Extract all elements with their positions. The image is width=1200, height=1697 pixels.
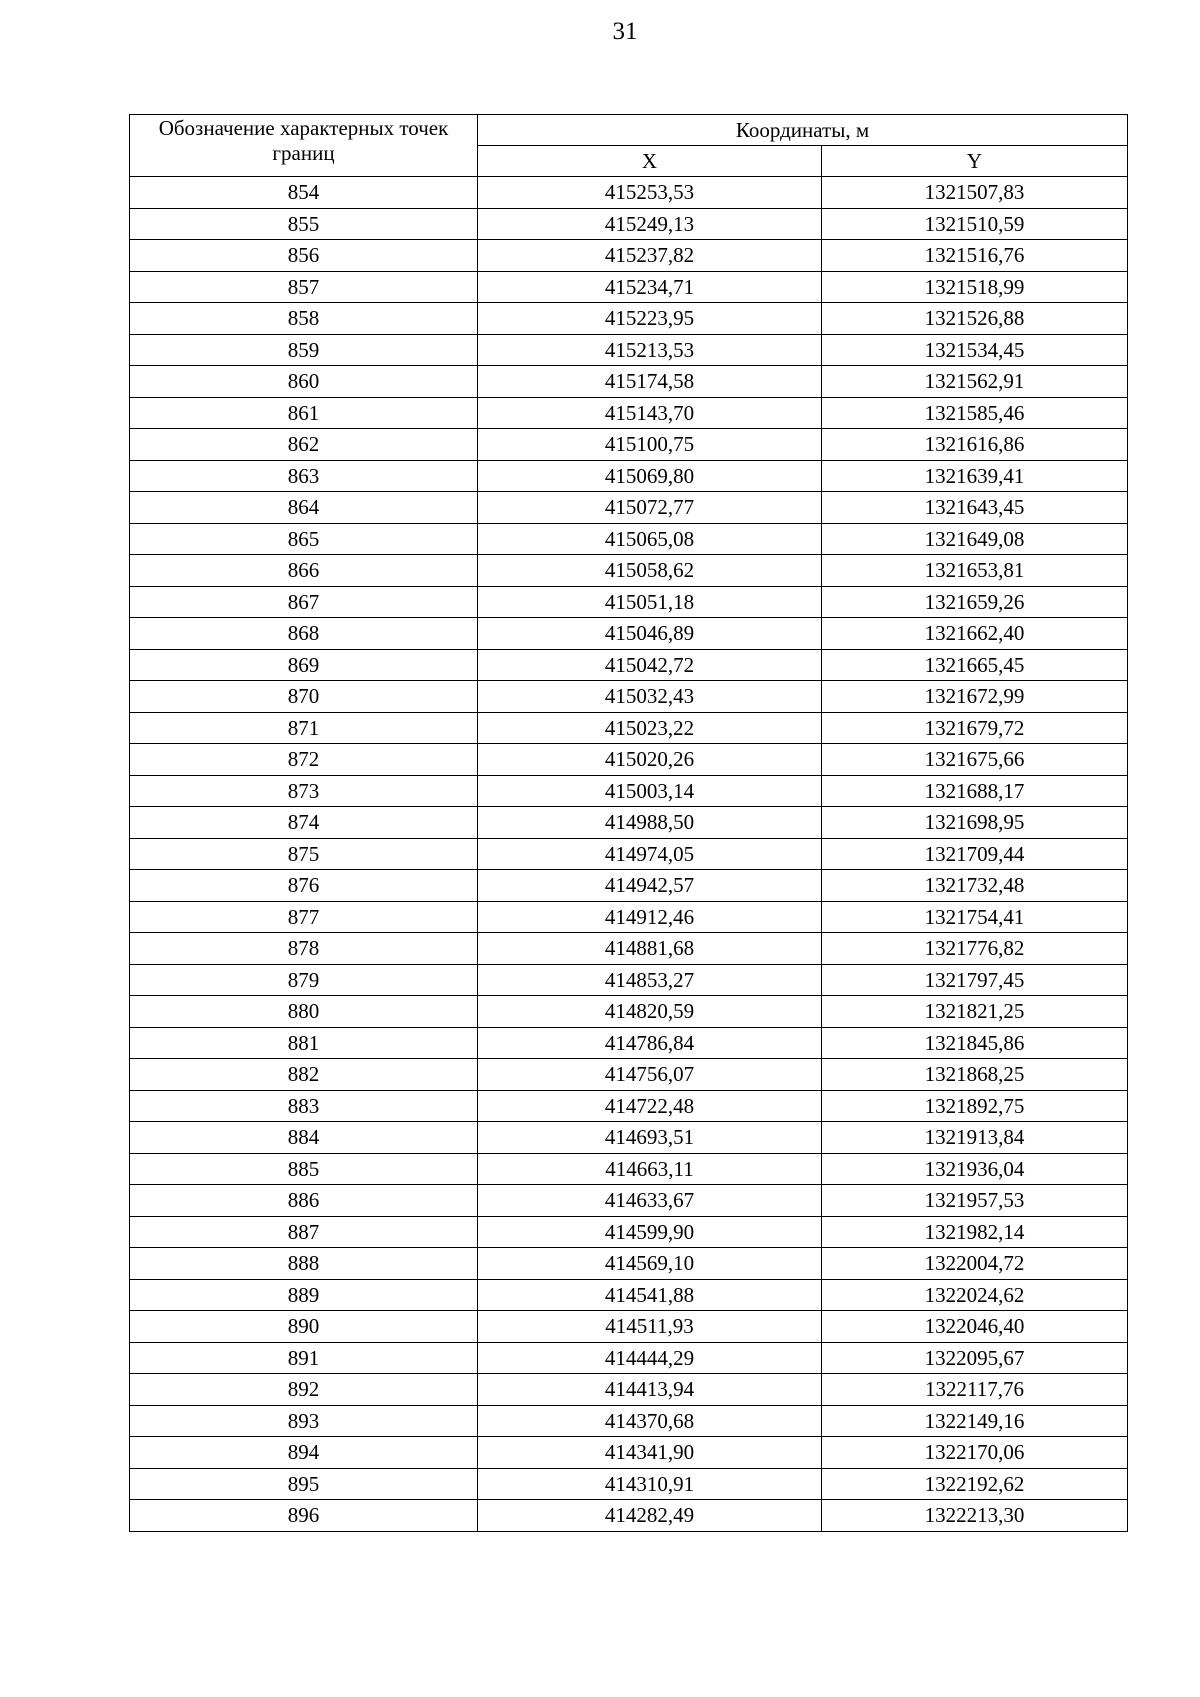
table-row xyxy=(130,1122,1128,1154)
table-row xyxy=(130,366,1128,398)
y-cell: 1322046,40 xyxy=(822,1311,1128,1343)
point-cell: 895 xyxy=(130,1468,478,1500)
y-cell: 1321913,84 xyxy=(822,1122,1128,1154)
table-row xyxy=(130,618,1128,650)
point-cell: 885 xyxy=(130,1153,478,1185)
table-row xyxy=(130,1374,1128,1406)
y-cell: 1321845,86 xyxy=(822,1027,1128,1059)
point-cell: 860 xyxy=(130,366,478,398)
x-cell: 414511,93 xyxy=(478,1311,822,1343)
point-cell: 862 xyxy=(130,429,478,461)
table-row xyxy=(130,1311,1128,1343)
table-row xyxy=(130,712,1128,744)
point-cell: 868 xyxy=(130,618,478,650)
y-cell: 1321616,86 xyxy=(822,429,1128,461)
x-cell: 415253,53 xyxy=(478,177,822,209)
x-cell: 414912,46 xyxy=(478,901,822,933)
point-cell: 871 xyxy=(130,712,478,744)
point-cell: 859 xyxy=(130,334,478,366)
x-cell: 415023,22 xyxy=(478,712,822,744)
point-cell: 877 xyxy=(130,901,478,933)
x-cell: 415065,08 xyxy=(478,523,822,555)
y-cell: 1321516,76 xyxy=(822,240,1128,272)
table-row xyxy=(130,208,1128,240)
table-row xyxy=(130,870,1128,902)
table-row xyxy=(130,1090,1128,1122)
x-cell: 415042,72 xyxy=(478,649,822,681)
table-row xyxy=(130,492,1128,524)
y-cell: 1321659,26 xyxy=(822,586,1128,618)
x-cell: 415051,18 xyxy=(478,586,822,618)
table-row xyxy=(130,177,1128,209)
point-cell: 880 xyxy=(130,996,478,1028)
designation-header: Обозначение характерных точек границ xyxy=(130,115,478,177)
point-cell: 856 xyxy=(130,240,478,272)
point-cell: 881 xyxy=(130,1027,478,1059)
table-row xyxy=(130,303,1128,335)
y-cell: 1321507,83 xyxy=(822,177,1128,209)
x-cell: 414282,49 xyxy=(478,1500,822,1532)
y-cell: 1321510,59 xyxy=(822,208,1128,240)
table-row xyxy=(130,775,1128,807)
table-row xyxy=(130,901,1128,933)
point-cell: 869 xyxy=(130,649,478,681)
y-cell: 1321649,08 xyxy=(822,523,1128,555)
y-cell: 1321518,99 xyxy=(822,271,1128,303)
x-cell: 415069,80 xyxy=(478,460,822,492)
x-cell: 414988,50 xyxy=(478,807,822,839)
point-cell: 861 xyxy=(130,397,478,429)
x-cell: 415100,75 xyxy=(478,429,822,461)
x-cell: 414786,84 xyxy=(478,1027,822,1059)
point-cell: 867 xyxy=(130,586,478,618)
table-row xyxy=(130,1185,1128,1217)
y-cell: 1322024,62 xyxy=(822,1279,1128,1311)
point-cell: 864 xyxy=(130,492,478,524)
point-cell: 873 xyxy=(130,775,478,807)
point-cell: 857 xyxy=(130,271,478,303)
y-cell: 1321776,82 xyxy=(822,933,1128,965)
point-cell: 863 xyxy=(130,460,478,492)
y-cell: 1321936,04 xyxy=(822,1153,1128,1185)
x-cell: 414599,90 xyxy=(478,1216,822,1248)
table-row xyxy=(130,523,1128,555)
point-cell: 872 xyxy=(130,744,478,776)
x-cell: 415223,95 xyxy=(478,303,822,335)
x-cell: 414974,05 xyxy=(478,838,822,870)
y-cell: 1321639,41 xyxy=(822,460,1128,492)
table-row xyxy=(130,334,1128,366)
y-cell: 1321957,53 xyxy=(822,1185,1128,1217)
x-header: X xyxy=(478,146,822,177)
point-cell: 858 xyxy=(130,303,478,335)
table-row xyxy=(130,1027,1128,1059)
y-cell: 1321653,81 xyxy=(822,555,1128,587)
coordinates-header: Координаты, м xyxy=(478,115,1128,146)
x-cell: 414853,27 xyxy=(478,964,822,996)
table-row xyxy=(130,681,1128,713)
x-cell: 414444,29 xyxy=(478,1342,822,1374)
table-row xyxy=(130,397,1128,429)
y-cell: 1321821,25 xyxy=(822,996,1128,1028)
y-cell: 1321679,72 xyxy=(822,712,1128,744)
table-row xyxy=(130,807,1128,839)
point-cell: 874 xyxy=(130,807,478,839)
point-cell: 876 xyxy=(130,870,478,902)
point-cell: 890 xyxy=(130,1311,478,1343)
table-row xyxy=(130,271,1128,303)
y-cell: 1322170,06 xyxy=(822,1437,1128,1469)
table-row xyxy=(130,1342,1128,1374)
y-cell: 1321709,44 xyxy=(822,838,1128,870)
x-cell: 415174,58 xyxy=(478,366,822,398)
y-cell: 1321698,95 xyxy=(822,807,1128,839)
y-cell: 1322117,76 xyxy=(822,1374,1128,1406)
point-cell: 888 xyxy=(130,1248,478,1280)
y-cell: 1321662,40 xyxy=(822,618,1128,650)
y-cell: 1321688,17 xyxy=(822,775,1128,807)
table-row xyxy=(130,1248,1128,1280)
table-row xyxy=(130,429,1128,461)
coordinates-table xyxy=(129,114,1128,1532)
x-cell: 415020,26 xyxy=(478,744,822,776)
x-cell: 414541,88 xyxy=(478,1279,822,1311)
point-cell: 875 xyxy=(130,838,478,870)
y-cell: 1321672,99 xyxy=(822,681,1128,713)
y-cell: 1321797,45 xyxy=(822,964,1128,996)
x-cell: 414942,57 xyxy=(478,870,822,902)
point-cell: 866 xyxy=(130,555,478,587)
point-cell: 887 xyxy=(130,1216,478,1248)
y-cell: 1321732,48 xyxy=(822,870,1128,902)
x-cell: 414820,59 xyxy=(478,996,822,1028)
table-row xyxy=(130,964,1128,996)
point-cell: 882 xyxy=(130,1059,478,1091)
table-row xyxy=(130,1153,1128,1185)
table-row xyxy=(130,933,1128,965)
y-header: Y xyxy=(822,146,1128,177)
point-cell: 891 xyxy=(130,1342,478,1374)
table-row xyxy=(130,649,1128,681)
table-row xyxy=(130,460,1128,492)
table-row xyxy=(130,555,1128,587)
table-row xyxy=(130,1216,1128,1248)
point-cell: 854 xyxy=(130,177,478,209)
x-cell: 415003,14 xyxy=(478,775,822,807)
y-cell: 1322149,16 xyxy=(822,1405,1128,1437)
x-cell: 414413,94 xyxy=(478,1374,822,1406)
y-cell: 1321675,66 xyxy=(822,744,1128,776)
y-cell: 1322213,30 xyxy=(822,1500,1128,1532)
x-cell: 414756,07 xyxy=(478,1059,822,1091)
y-cell: 1321665,45 xyxy=(822,649,1128,681)
point-cell: 889 xyxy=(130,1279,478,1311)
x-cell: 415032,43 xyxy=(478,681,822,713)
point-cell: 894 xyxy=(130,1437,478,1469)
y-cell: 1321562,91 xyxy=(822,366,1128,398)
y-cell: 1322192,62 xyxy=(822,1468,1128,1500)
table-row xyxy=(130,586,1128,618)
x-cell: 415234,71 xyxy=(478,271,822,303)
table-row xyxy=(130,240,1128,272)
x-cell: 414663,11 xyxy=(478,1153,822,1185)
y-cell: 1321526,88 xyxy=(822,303,1128,335)
y-cell: 1322095,67 xyxy=(822,1342,1128,1374)
x-cell: 414693,51 xyxy=(478,1122,822,1154)
table-row xyxy=(130,1059,1128,1091)
point-cell: 896 xyxy=(130,1500,478,1532)
point-cell: 892 xyxy=(130,1374,478,1406)
x-cell: 415143,70 xyxy=(478,397,822,429)
table-row xyxy=(130,996,1128,1028)
y-cell: 1321754,41 xyxy=(822,901,1128,933)
y-cell: 1321643,45 xyxy=(822,492,1128,524)
point-cell: 884 xyxy=(130,1122,478,1154)
x-cell: 415058,62 xyxy=(478,555,822,587)
table-body xyxy=(130,177,1128,1532)
y-cell: 1321534,45 xyxy=(822,334,1128,366)
x-cell: 414633,67 xyxy=(478,1185,822,1217)
x-cell: 414722,48 xyxy=(478,1090,822,1122)
point-cell: 870 xyxy=(130,681,478,713)
x-cell: 415237,82 xyxy=(478,240,822,272)
point-cell: 865 xyxy=(130,523,478,555)
point-cell: 883 xyxy=(130,1090,478,1122)
x-cell: 415072,77 xyxy=(478,492,822,524)
y-cell: 1322004,72 xyxy=(822,1248,1128,1280)
table-row xyxy=(130,1468,1128,1500)
x-cell: 414310,91 xyxy=(478,1468,822,1500)
y-cell: 1321868,25 xyxy=(822,1059,1128,1091)
x-cell: 414569,10 xyxy=(478,1248,822,1280)
point-cell: 886 xyxy=(130,1185,478,1217)
y-cell: 1321892,75 xyxy=(822,1090,1128,1122)
point-cell: 855 xyxy=(130,208,478,240)
x-cell: 415046,89 xyxy=(478,618,822,650)
table-row xyxy=(130,744,1128,776)
x-cell: 414881,68 xyxy=(478,933,822,965)
x-cell: 415249,13 xyxy=(478,208,822,240)
point-cell: 893 xyxy=(130,1405,478,1437)
table-row xyxy=(130,1279,1128,1311)
page-number: 31 xyxy=(612,18,638,45)
x-cell: 414341,90 xyxy=(478,1437,822,1469)
point-cell: 879 xyxy=(130,964,478,996)
x-cell: 414370,68 xyxy=(478,1405,822,1437)
table-row xyxy=(130,838,1128,870)
y-cell: 1321585,46 xyxy=(822,397,1128,429)
point-cell: 878 xyxy=(130,933,478,965)
y-cell: 1321982,14 xyxy=(822,1216,1128,1248)
table-row xyxy=(130,1437,1128,1469)
x-cell: 415213,53 xyxy=(478,334,822,366)
table-row xyxy=(130,1405,1128,1437)
table-row xyxy=(130,1500,1128,1532)
